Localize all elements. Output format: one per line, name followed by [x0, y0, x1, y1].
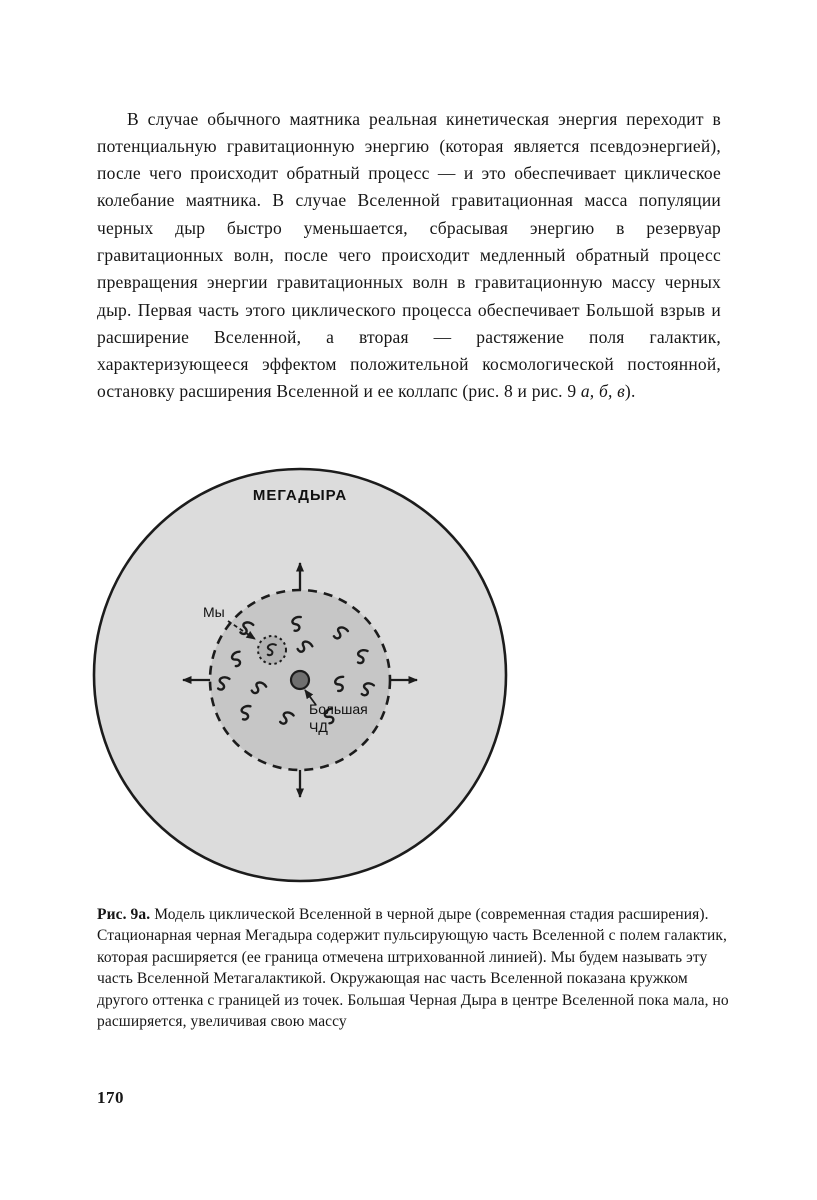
figure-9a-svg	[90, 462, 510, 890]
paragraph-closing: ).	[624, 381, 636, 402]
paragraph-italic-refs: а, б, в	[580, 381, 625, 402]
caption-text: Модель циклической Вселенной в черной дыре (современная стадия расширения). Стационарная черная Мегадыра содержит пульсирующую часть Вселенной с полем галактик, которая расширяется (ее граница отмечена штрихованной линией). Мы будем называть эту часть Вселенной Метагалактикой. Окружающая нас часть Вселенной показана кружком другого оттенка с границей из точек. Большая Черная Дыра в центре Вселенной пока мала, но расширяется, увеличивая свою массу	[97, 905, 729, 1031]
figure-caption	[97, 904, 729, 1034]
central-black-hole	[291, 671, 309, 689]
figure-9a	[90, 462, 510, 890]
bh-label-line2: ЧД	[309, 719, 328, 735]
body-paragraph	[97, 106, 721, 406]
megahole-label: МЕГАДЫРА	[252, 487, 348, 504]
bh-label-line1: Большая	[309, 701, 368, 717]
we-label: Мы	[203, 604, 225, 620]
caption-label: Рис. 9а.	[97, 905, 151, 923]
page-number: 170	[97, 1088, 124, 1107]
paragraph-text: В случае обычного маятника реальная кинетическая энергия переходит в потенциальную гравитационную энергию (которая является псевдоэнергией), после чего происходит обратный процесс — и это обеспечивает циклическое колебание маятника. В случае Вселенной гравитационная масса популяции черных дыр быстро уменьшается, сбрасывая энергию в резервуар гравитационных волн, после чего происходит медленный обратный процесс превращения энергии гравитационных волн в гравитационную массу черных дыр. Первая часть этого циклического процесса обеспечивает Большой взрыв и расширение Вселенной, а вторая — растяжение поля галактик, характеризующееся эффектом положительной космологической постоянной, остановку расширения Вселенной и ее коллапс (рис. 8 и рис. 9	[97, 108, 721, 402]
